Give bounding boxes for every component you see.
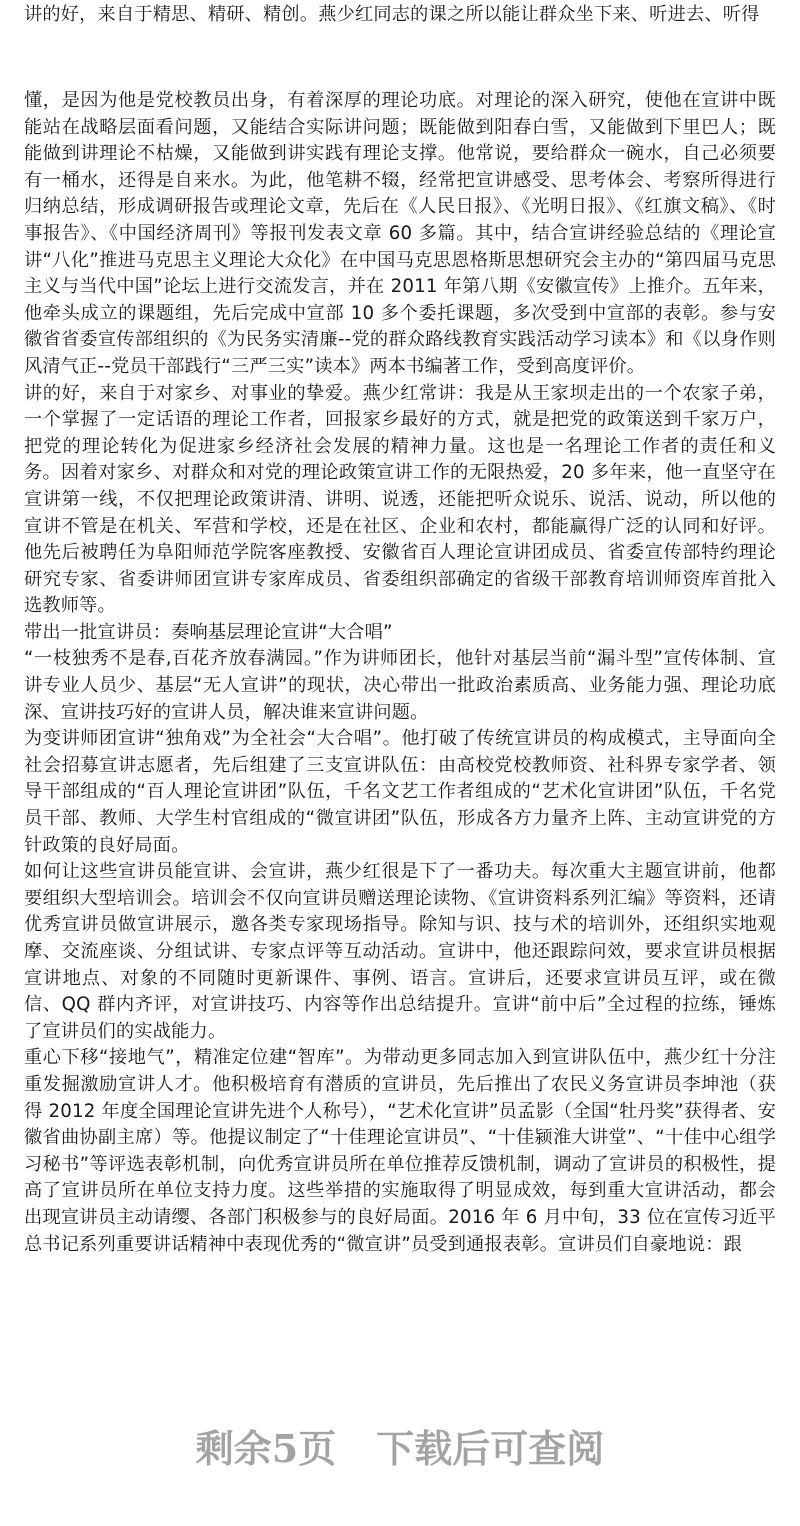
paragraph-first-line: 讲的好，来自于精思、精研、精创。燕少红同志的课之所以能让群众坐下来、听进去、听得 [24,4,760,25]
section-heading: 带出一批宣讲员：奏响基层理论宣讲“大合唱” [24,621,393,643]
paragraph: 懂，是因为他是党校教员出身，有着深厚的理论功底。对理论的深入研究，使他在宣讲中既能站在战略层面看问题，又能结合实际讲问题；既能做到阳春白雪，又能做到下里巴人；既能做到讲理论不枯燥，又能做到讲实践有理论支撑。他常说，要给群众一碗水，自己必须要有一桶水，还得是自来水。为此，他笔耕不辍，经常把宣讲感受、思考体会、考察所得进行归纳总结，形成调研报告或理论文章，先后在《人民日报》、《光明日报》、《红旗文稿》、《时事报告》、《中国经济周刊》等报刊发表文章 60 多篇。其中，结合宣讲经验总结的《理论宣讲“八化”推进马克思主义理论大众化》在中国马克思恩格斯思想研究会主办的“第四届马克思主义与当代中国”论坛上进行交流发言，并在 2011 年第八期《安徽宣传》上推介。五年来，他牵头成立的课题组，先后完成中宣部 10 多个委托课题，多次受到中宣部的表彰。参与安徽省省委宣传部组织的《为民务实清廉--党的群众路线教育实践活动学习读本》和《以身作则风清气正--党员干部践行“三严三实”读本》两本书编著工作，受到高度评价。 [24,90,776,377]
paragraph: 为变讲师团宣讲“独角戏”为全社会“大合唱”。他打破了传统宣讲员的构成模式，主导面向全社会招募宣讲志愿者，先后组建了三支宣讲队伍：由高校党校教师资、社科界专家学者、领导干部组成的“百人理论宣讲团”队伍，千名文艺工作者组成的“艺术化宣讲团”队伍，千名党员干部、教师、大学生村官组成的“微宣讲团”队伍，形成各方力量齐上阵、主动宣讲党的方针政策的良好局面。 [24,728,776,856]
paragraph: 如何让这些宣讲员能宣讲、会宣讲，燕少红很是下了一番功夫。每次重大主题宣讲前，他都要组织大型培训会。培训会不仅向宣讲员赠送理论读物、《宣讲资料系列汇编》等资料，还请优秀宣讲员做宣讲展示，邀各类专家现场指导。除知与识、技与术的培训外，还组织实地观摩、交流座谈、分组试讲、专家点评等互动活动。宣讲中，他还跟踪问效，要求宣讲员根据宣讲地点、对象的不同随时更新课件、事例、语言。宣讲后，还要求宣讲员互评，或在微信、QQ 群内齐评，对宣讲技巧、内容等作出总结提升。宣讲“前中后”全过程的拉练，锤炼了宣讲员们的实战能力。 [24,861,776,1042]
paragraph: 讲的好，来自于对家乡、对事业的挚爱。燕少红常讲：我是从王家坝走出的一个农家子弟，一个掌握了一定话语的理论工作者，回报家乡最好的方式，就是把党的政策送到千家万户，把党的理论转化为促进家乡经济社会发展的精神力量。这也是一名理论工作者的责任和义务。因着对家乡、对群众和对党的理论政策宣讲工作的无限热爱，20 多年来，他一直坚守在宣讲第一线，不仅把理论政策讲清、讲明、说透，还能把听众说乐、说活、说动，所以他的宣讲不管是在机关、军营和学校，还是在社区、企业和农村，都能赢得广泛的认同和好评。他先后被聘任为阜阳师范学院客座教授、安徽省百人理论宣讲团成员、省委宣传部特约理论研究专家、省委讲师团宣讲专家库成员、省委组织部确定的省级干部教育培训师资库首批入选教师等。 [24,382,776,617]
download-to-view-label[interactable]: 下载后可查阅 [376,1426,605,1471]
paragraph: 重心下移“接地气”，精准定位建“智库”。为带动更多同志加入到宣讲队伍中，燕少红十分注重发掘激励宣讲人才。他积极培育有潜质的宣讲员，先后推出了农民义务宣讲员李坤池（获得 2012 年度全国理论宣讲先进个人称号），“艺术化宣讲”员孟影（全国“牡丹奖”获得者、安徽省曲协副主席）等。他提议制定了“十佳理论宣讲员”、“十佳颍淮大讲堂”、“十佳中心组学习秘书”等评选表彰机制，向优秀宣讲员所在单位推荐反馈机制，调动了宣讲员的积极性，提高了宣讲员所在单位支持力度。这些举措的实施取得了明显成效，每到重大宣讲活动，都会出现宣讲员主动请缨、各部门积极参与的良好局面。2016 年 6 月中旬，33 位在宣传习近平总书记系列重要讲话精神中表现优秀的“微宣讲”员受到通报表彰。宣讲员们自豪地说：跟 [24,1047,776,1255]
download-prompt[interactable] [0,1418,800,1473]
document-body [24,88,776,1258]
remaining-pages-label: 剩余5页 [195,1426,337,1471]
paragraph: “一枝独秀不是春,百花齐放春满园。”作为讲师团长，他针对基层当前“漏斗型”宣传体制、宣讲专业人员少、基层“无人宣讲”的现状，决心带出一批政治素质高、业务能力强、理论功底深、宣讲技巧好的宣讲人员，解决谁来宣讲问题。 [24,648,776,723]
